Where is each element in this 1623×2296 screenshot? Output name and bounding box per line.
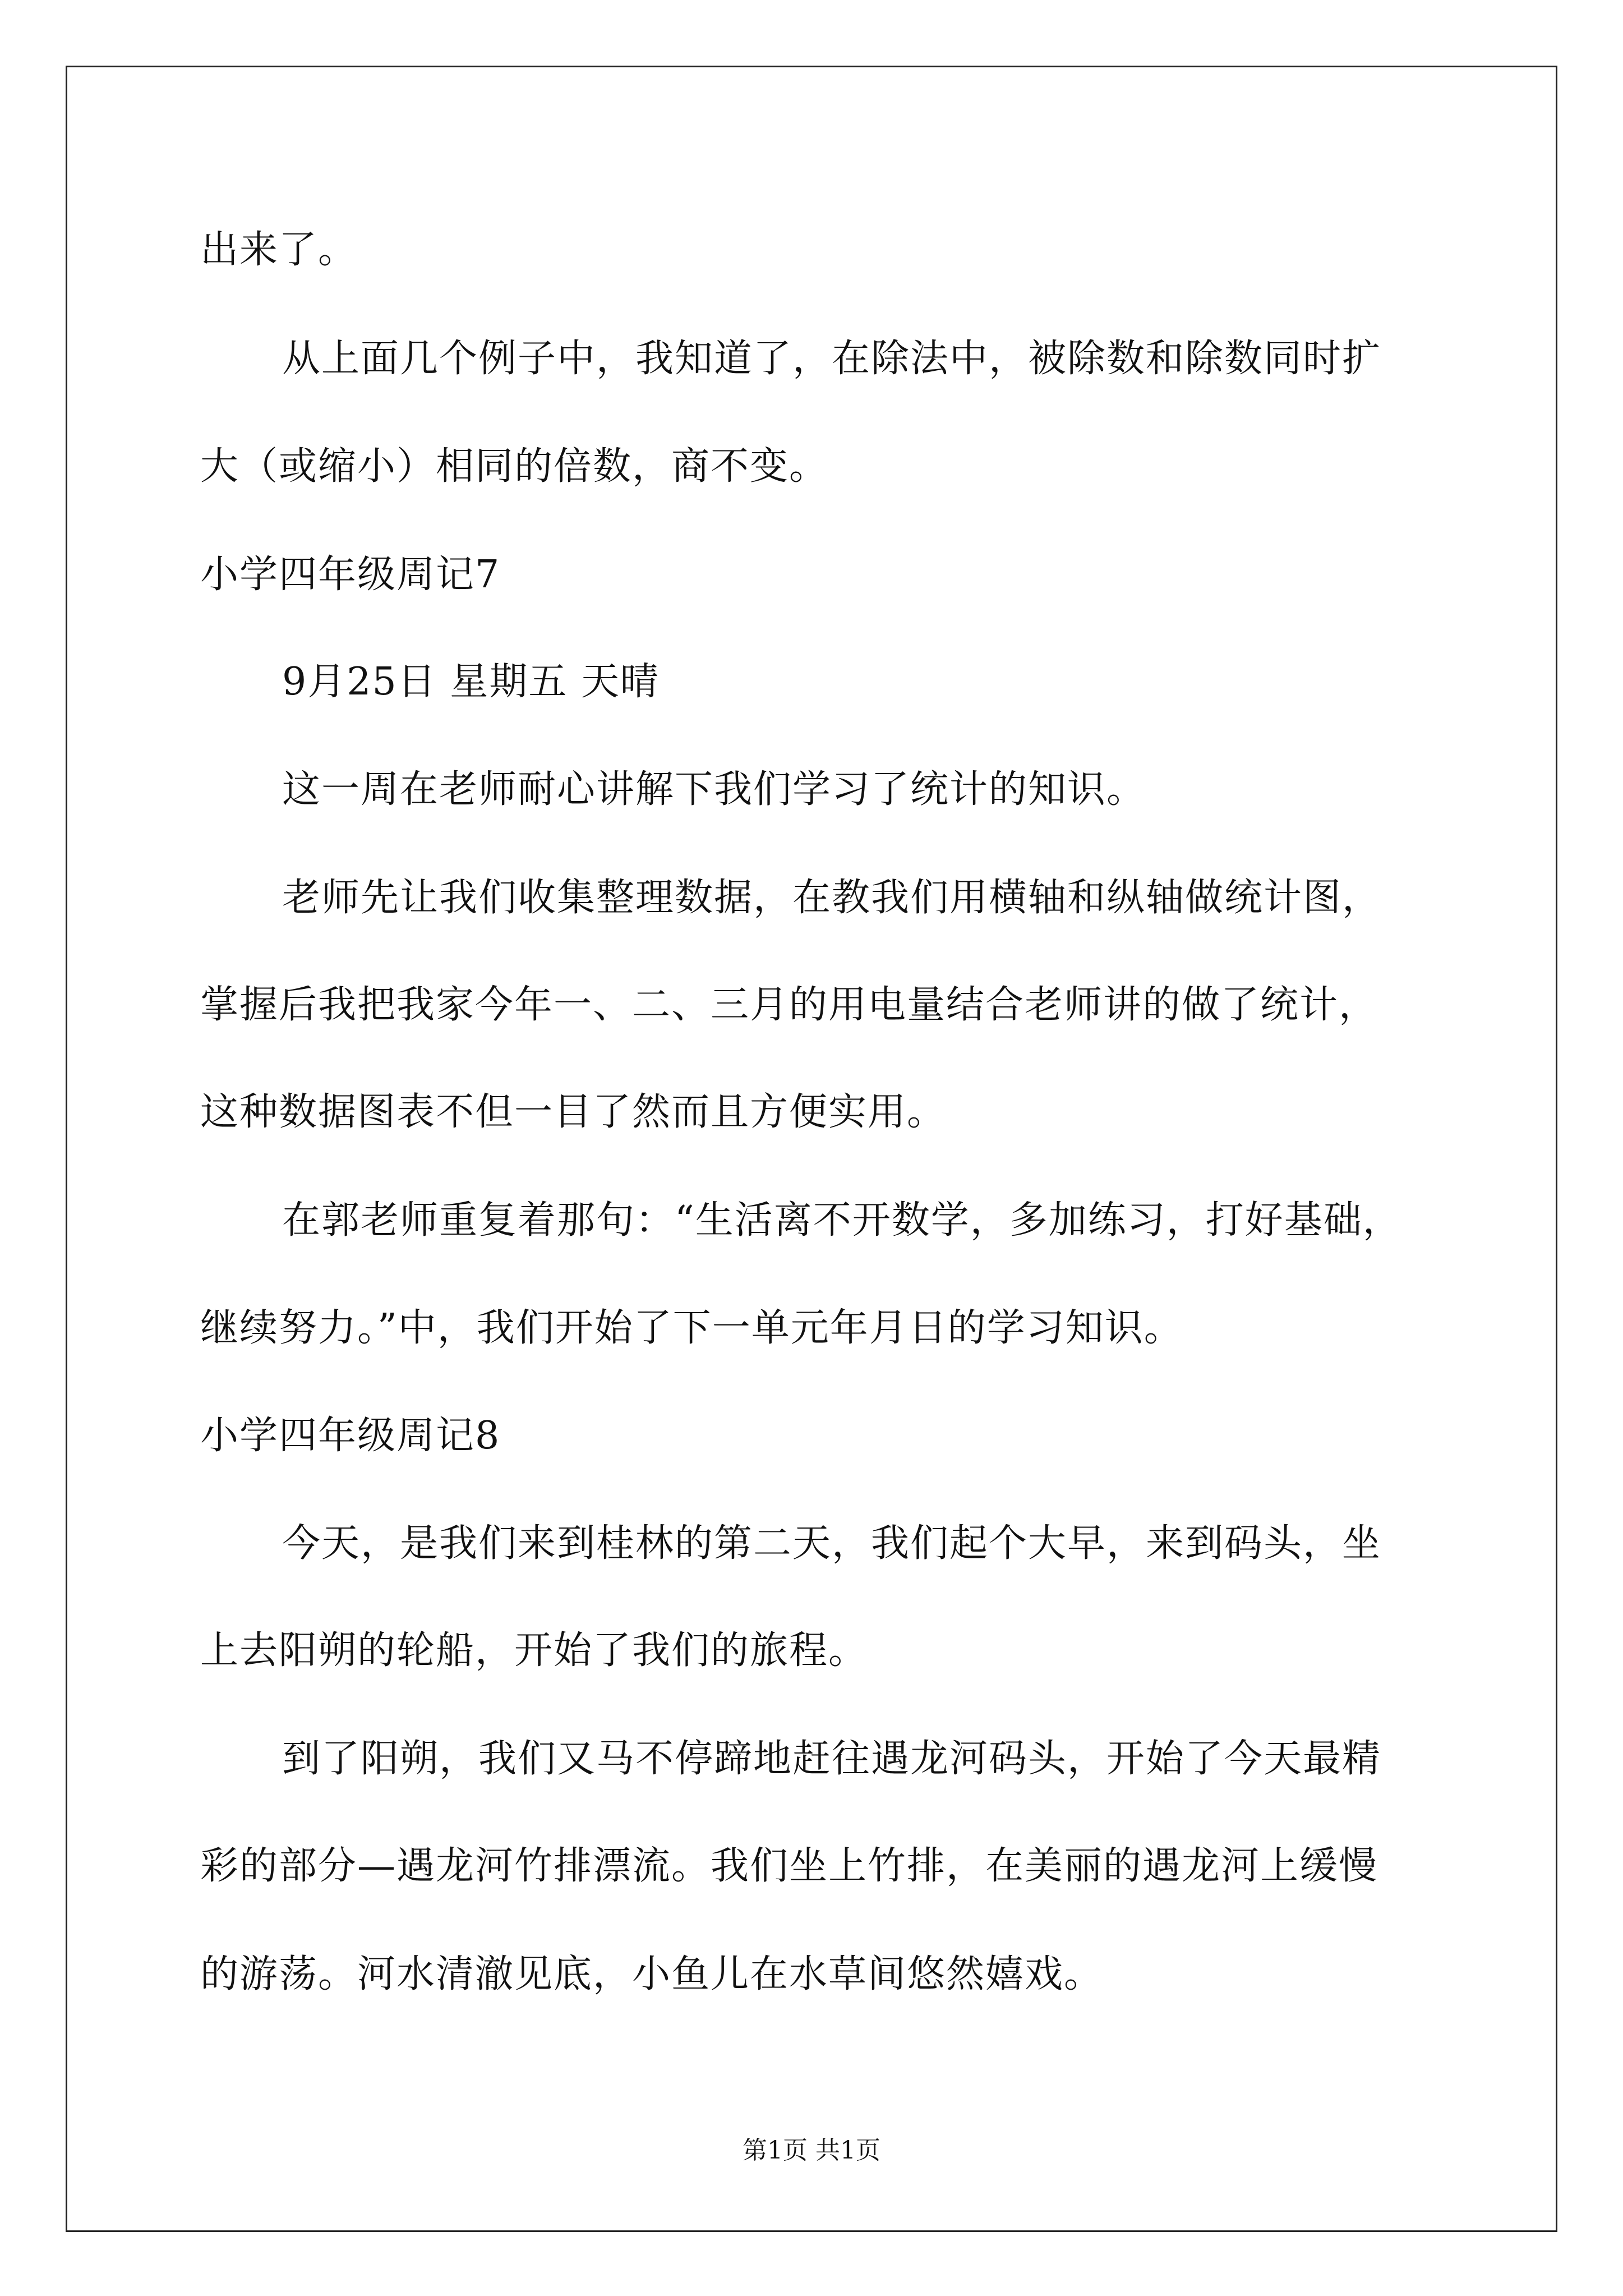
section-heading: 小学四年级周记7 <box>200 553 501 597</box>
paragraph-line: 在郭老师重复着那句：“生活离不开数学，多加练习，打好基础， <box>282 1198 1402 1243</box>
paragraph-line: 上去阳朔的轮船，开始了我们的旅程。 <box>200 1628 868 1673</box>
paragraph-line: 出来了。 <box>200 228 358 272</box>
paragraph-line: 从上面几个例子中，我知道了，在除法中，被除数和除数同时扩 <box>282 337 1382 381</box>
paragraph-line: 今天，是我们来到桂林的第二天，我们起个大早，来到码头，坐 <box>282 1521 1382 1566</box>
paragraph-line: 彩的部分—遇龙河竹排漂流。我们坐上竹排，在美丽的遇龙河上缓慢 <box>200 1844 1378 1888</box>
paragraph-line: 这种数据图表不但一目了然而且方便实用。 <box>200 1090 947 1134</box>
paragraph-line: 继续努力。”中，我们开始了下一单元年月日的学习知识。 <box>200 1306 1183 1350</box>
paragraph-line: 到了阳朔，我们又马不停蹄地赶往遇龙河码头，开始了今天最精 <box>282 1737 1382 1781</box>
paragraph-line: 掌握后我把我家今年一、二、三月的用电量结合老师讲的做了统计， <box>200 983 1378 1027</box>
paragraph-line: 这一周在老师耐心讲解下我们学习了统计的知识。 <box>282 767 1146 812</box>
page-border <box>66 66 1557 2232</box>
paragraph-line: 老师先让我们收集整理数据，在教我们用横轴和纵轴做统计图， <box>282 876 1382 920</box>
page-footer: 第1页 共1页 <box>743 2136 880 2165</box>
paragraph-line: 的游荡。河水清澈见底，小鱼儿在水草间悠然嬉戏。 <box>200 1952 1104 1996</box>
diary-date-line: 9月25日 星期五 天晴 <box>282 660 660 704</box>
section-heading: 小学四年级周记8 <box>200 1414 501 1458</box>
paragraph-line: 大（或缩小）相同的倍数，商不变。 <box>200 444 829 489</box>
